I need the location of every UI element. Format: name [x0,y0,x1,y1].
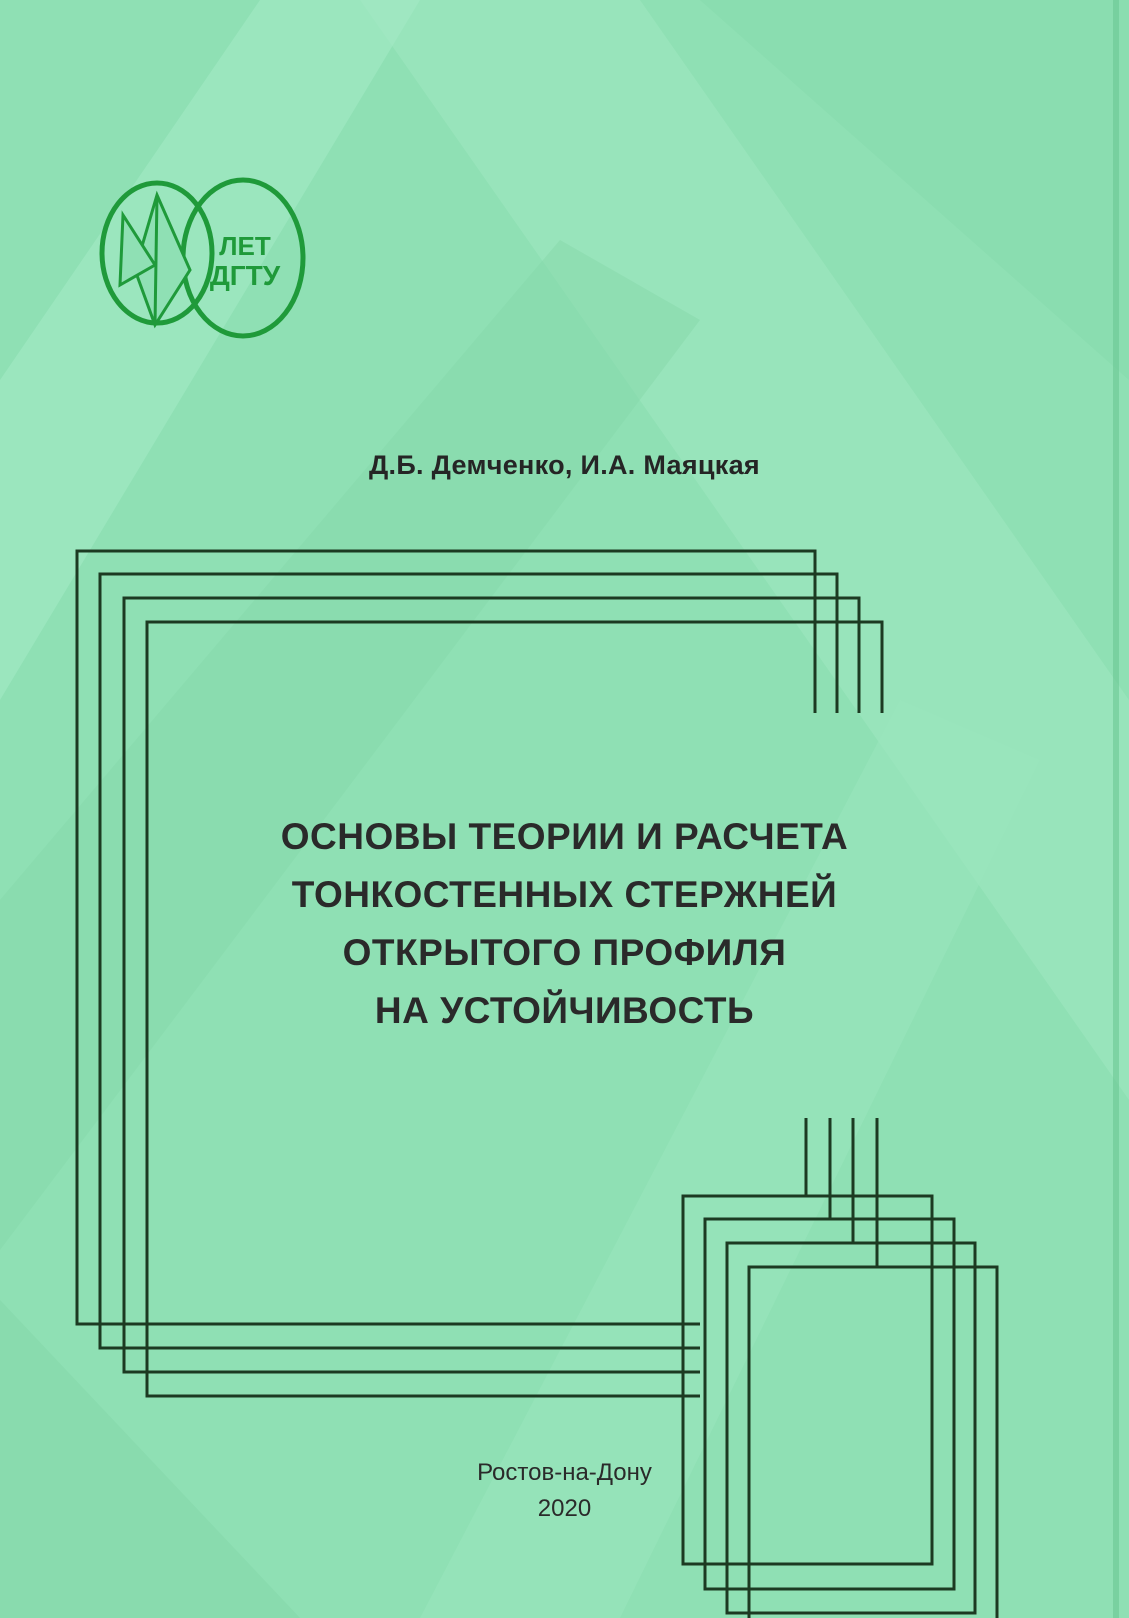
publication-year: 2020 [537,1495,592,1522]
title-line: НА УСТОЙЧИВОСТЬ [374,990,755,1031]
book-title [60,808,1069,1040]
logo-text-line1: ЛЕТ [219,231,271,261]
title-line: ОСНОВЫ ТЕОРИИ И РАСЧЕТА [280,816,849,857]
dgtu-90-years-logo-icon [95,175,310,350]
title-line: ОТКРЫТОГО ПРОФИЛЯ [342,932,787,973]
title-line: ТОНКОСТЕННЫХ СТЕРЖНЕЙ [291,874,838,915]
university-logo [95,175,310,350]
publication-city: Ростов-на-Дону [477,1459,652,1486]
publication-info [0,1455,1129,1527]
authors: Д.Б. Демченко, И.А. Маяцкая [369,450,760,480]
logo-text-line2: ДГТУ [209,260,281,291]
